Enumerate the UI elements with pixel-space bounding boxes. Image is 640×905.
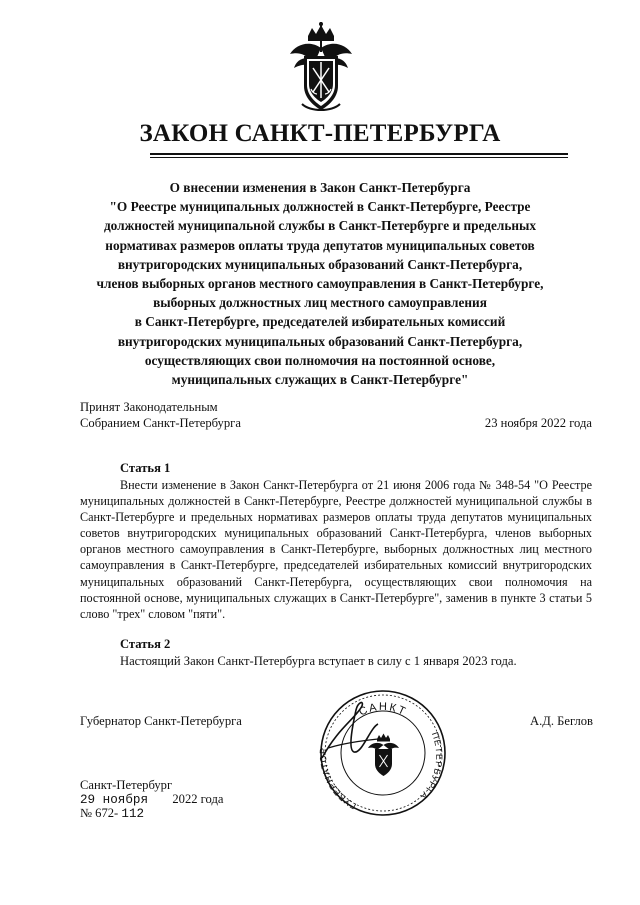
article-1-heading: Статья 1 <box>120 461 171 475</box>
seal-text-top: САНКТ <box>357 700 409 719</box>
adopted-line-2: Собранием Санкт-Петербурга <box>80 416 241 430</box>
law-number-prefix: № 672- <box>80 806 119 820</box>
subject-line: выборных должностных лиц местного самоуправления <box>153 295 487 311</box>
signing-city: Санкт-Петербург <box>80 778 173 792</box>
subject-line: "О Реестре муниципальных должностей в Санкт-Петербурге, Реестре <box>109 199 531 215</box>
official-seal-icon <box>318 688 448 818</box>
signing-day: 29 ноября <box>80 793 149 807</box>
subject-line: должностей муниципальной службы в Санкт-Петербурге и предельных <box>103 218 537 234</box>
law-subject <box>60 178 580 389</box>
subject-line: муниципальных служащих в Санкт-Петербурге" <box>171 372 469 388</box>
governor-label: Губернатор Санкт-Петербурга <box>80 714 242 728</box>
subject-line: нормативах размеров оплаты труда депутатов муниципальных советов <box>105 237 535 253</box>
title-rule-thin <box>150 157 568 158</box>
signing-date <box>80 792 223 807</box>
coat-of-arms-icon <box>286 22 356 114</box>
title-rule-thick <box>150 153 568 155</box>
article-2-heading: Статья 2 <box>120 637 171 651</box>
article-1-body <box>80 477 592 622</box>
svg-text:ПЕТЕРБУРГА <box>418 731 444 802</box>
svg-text:ГУБЕРНАТОР <box>318 747 358 811</box>
seal-text-left: ГУБЕРНАТОР <box>318 746 358 812</box>
signing-year: 2022 года <box>172 792 224 806</box>
adoption-block <box>80 399 241 431</box>
article-1-text: Внести изменение в Закон Санкт-Петербурга от 21 июня 2006 года № 348-54 "О Реестре муниципальных должностей в Санкт-Петербурге, Реестре должностей муниципальной службы в Санкт-Петербурге и предельных нормативах размеров оплаты труда депутатов муниципальных советов внутригородских муниципальных образований Санкт-Петербурга, членов выборных органов местного самоуправления в Санкт-Петербурге, выборных должностных лиц местного самоуправления в Санкт-Петербурге, председателей избирательных комиссий внутригородских муниципальных образований Санкт-Петербурга, осуществляющих свои полномочия на постоянной основе, муниципальных служащих в Санкт-Петербурге", заменив в пункте 3 статьи 5 слово "трех" словом "пяти". <box>80 478 592 621</box>
adoption-date: 23 ноября 2022 года <box>484 416 592 430</box>
subject-line: внутригородских муниципальных образований Санкт-Петербурга, <box>117 256 523 272</box>
subject-line: внутригородских муниципальных образований Санкт-Петербурга, <box>117 333 523 349</box>
law-number-value: 112 <box>121 807 145 821</box>
subject-line: осуществляющих свои полномочия на постоянной основе, <box>144 352 496 368</box>
svg-text:САНКТ <box>357 701 409 719</box>
article-2-text: Настоящий Закон Санкт-Петербурга вступает в силу с 1 января 2023 года. <box>120 654 517 668</box>
signer-name: А.Д. Беглов <box>530 714 594 728</box>
law-number <box>80 806 144 821</box>
subject-line: в Санкт-Петербурге, председателей избирательных комиссий <box>134 314 506 330</box>
subject-line: О внесении изменения в Закон Санкт-Петербурга <box>169 180 471 195</box>
seal-text-right: ПЕТЕРБУРГА <box>417 730 445 802</box>
subject-line: членов выборных органов местного самоуправления в Санкт-Петербурге, <box>96 276 544 292</box>
document-title: ЗАКОН САНКТ-ПЕТЕРБУРГА <box>139 120 501 147</box>
adopted-line-1: Принят Законодательным <box>80 400 218 414</box>
